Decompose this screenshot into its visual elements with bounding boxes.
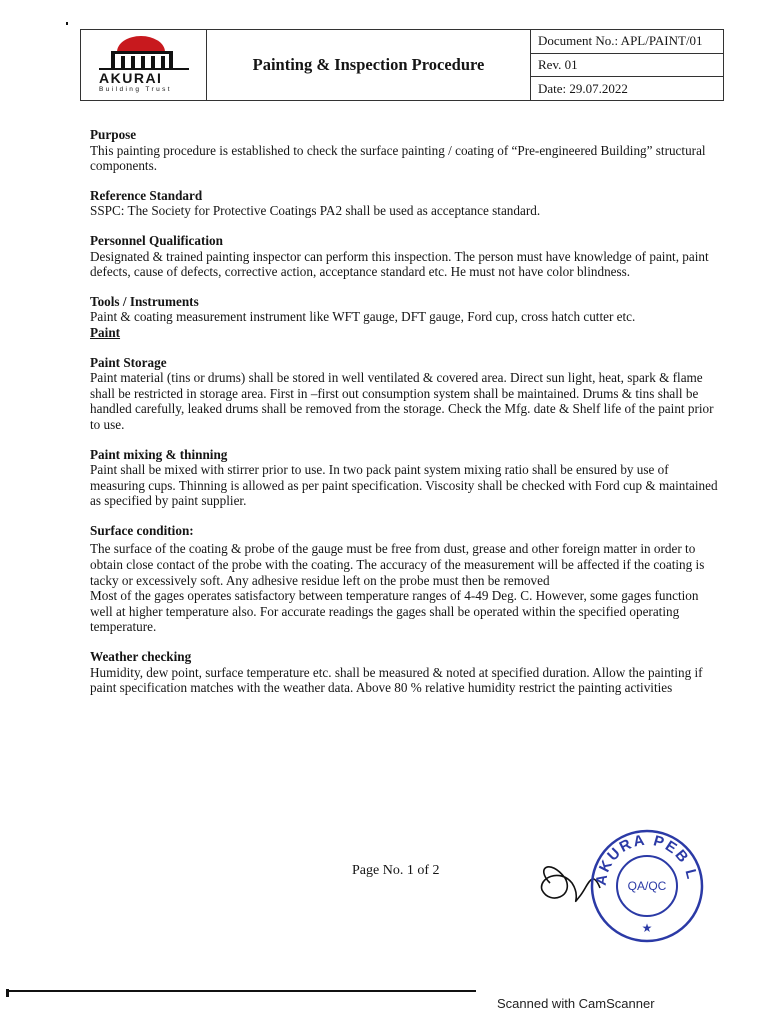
section-text: SSPC: The Society for Protective Coatings PA2 shall be used as acceptance standard. (90, 203, 541, 219)
section-heading: Surface condition: (90, 522, 194, 538)
section-text: Humidity, dew point, surface temperature etc. shall be measured & noted at specified duration. Allow the painting if paint specification matches with the weather data. Above 80 % relative humidity restrict the painting activities (90, 664, 703, 696)
section-text-continued: Most of the gages operates satisfactory between temperature ranges of 4-49 Deg. C. However, some gages function well at higher temperature also. For accurate readings the gages shall be operated within the specified operating temperature. (90, 588, 699, 635)
page-number: Page No. 1 of 2 (352, 863, 440, 878)
scan-edge-bottom (6, 990, 476, 992)
scan-dot (66, 22, 68, 25)
seal-ring-text: AKURA PEB L (592, 831, 701, 887)
qa-qc-seal (530, 828, 710, 948)
section-text: Paint & coating measurement instrument like WFT gauge, DFT gauge, Ford cup, cross hatch cutter etc. (90, 309, 636, 325)
seal-star-icon: ★ (641, 921, 653, 935)
paint-subheading: Paint (90, 324, 121, 340)
section-tools-instruments (90, 294, 720, 341)
document-header (80, 29, 724, 101)
section-text: This painting procedure is established to check the surface painting / coating of “Pre-engineered Building” structural components. (90, 142, 706, 174)
section-surface-condition (90, 523, 720, 635)
section-heading: Personnel Qualification (90, 232, 223, 248)
section-personnel-qualification (90, 233, 720, 280)
section-text: Designated & trained painting inspector can perform this inspection. The person must have knowledge of paint, paint defects, cause of defects, corrective action, acceptance standard etc. He must not have color blindness. (90, 248, 709, 280)
section-text: Paint shall be mixed with stirrer prior to use. In two pack paint system mixing ratio shall be ensured by use of measuring cups. Thinning is allowed as per paint specification. Viscosity shall be checked with Ford cup & maintained as specified by paint supplier. (90, 462, 718, 509)
seal-center-text: QA/QC (627, 879, 667, 893)
section-heading: Paint Storage (90, 354, 167, 370)
section-text: Paint material (tins or drums) shall be stored in well ventilated & covered area. Direct sun light, heat, spark & flame shall be restricted in storage area. First in –first out consumption system shall be maintained. Drums & tins shall be handled carefully, leaked drums shall be removed from the storage. Check the Mfg. date & Shelf life of the paint prior to use. (90, 370, 714, 432)
document-meta (531, 30, 723, 100)
section-heading: Tools / Instruments (90, 293, 199, 309)
document-body (90, 127, 720, 710)
logo-wordmark: AKURAI (99, 70, 163, 86)
section-text: The surface of the coating & probe of the gauge must be free from dust, grease and other foreign matter in order to obtain close contact of the probe with the coating. The accuracy of the measurement will be affected if the coating is tacky or excessively soft. Any adhesive residue left on the probe must then be removed (90, 541, 705, 588)
logo-tagline: Building Trust (99, 86, 172, 93)
signature-stamp-icon (530, 828, 710, 943)
revision-number: Rev. 01 (531, 53, 723, 77)
document-number: Document No.: APL/PAINT/01 (538, 33, 703, 49)
section-heading: Paint mixing & thinning (90, 446, 228, 462)
section-heading: Reference Standard (90, 187, 203, 203)
section-heading: Weather checking (90, 649, 192, 665)
document-title: Painting & Inspection Procedure (207, 30, 531, 100)
section-weather-checking (90, 649, 720, 696)
scanner-watermark: Scanned with CamScanner (497, 996, 655, 1011)
company-logo (81, 30, 207, 100)
section-reference-standard (90, 188, 720, 219)
section-paint-mixing (90, 447, 720, 509)
section-heading: Purpose (90, 127, 137, 142)
document-date: Date: 29.07.2022 (531, 76, 723, 100)
section-paint-storage (90, 355, 720, 433)
section-purpose (90, 127, 720, 174)
